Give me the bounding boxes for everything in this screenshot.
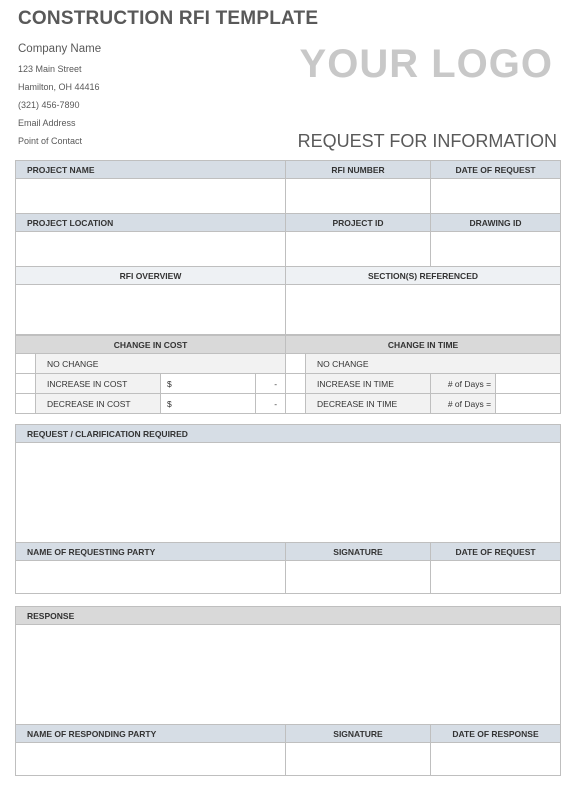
cost-decrease-checkbox[interactable] [16,394,36,414]
time-decrease-days-field[interactable] [496,394,561,414]
request-details-field[interactable] [16,443,561,543]
cost-decrease-currency: $ [161,394,256,414]
form-heading: REQUEST FOR INFORMATION [297,131,557,151]
project-name-label: PROJECT NAME [16,161,286,179]
company-street: 123 Main Street [18,64,82,74]
project-id-field[interactable] [286,232,431,267]
request-date-label: DATE OF REQUEST [431,543,561,561]
time-no-change-checkbox[interactable] [286,354,306,374]
change-table [15,335,561,414]
requesting-party-field[interactable] [16,561,286,594]
responding-party-label: NAME OF RESPONDING PARTY [16,725,286,743]
project-name-field[interactable] [16,179,286,214]
company-email: Email Address [18,118,76,128]
request-header: REQUEST / CLARIFICATION REQUIRED [16,425,561,443]
response-details-field[interactable] [16,625,561,725]
time-increase-days-label: # of Days = [431,374,496,394]
project-location-field[interactable] [16,232,286,267]
company-city: Hamilton, OH 44416 [18,82,100,92]
cost-increase-label: INCREASE IN COST [36,374,161,394]
sections-referenced-label: SECTION(S) REFERENCED [286,267,561,285]
cost-increase-checkbox[interactable] [16,374,36,394]
response-signature-label: SIGNATURE [286,725,431,743]
rfi-overview-field[interactable] [16,285,286,335]
company-name: Company Name [18,43,102,55]
change-in-cost-header: CHANGE IN COST [16,336,286,354]
company-contact: Point of Contact [18,136,83,146]
response-signature-field[interactable] [286,743,431,776]
project-info-table [15,160,561,335]
date-of-request-field[interactable] [431,179,561,214]
project-id-label: PROJECT ID [286,214,431,232]
time-increase-days-field[interactable] [496,374,561,394]
request-date-field[interactable] [431,561,561,594]
responding-party-field[interactable] [16,743,286,776]
request-table [15,424,561,594]
time-decrease-label: DECREASE IN TIME [306,394,431,414]
rfi-number-label: RFI NUMBER [286,161,431,179]
document-title: CONSTRUCTION RFI TEMPLATE [18,8,319,29]
request-signature-field[interactable] [286,561,431,594]
drawing-id-label: DRAWING ID [431,214,561,232]
logo-placeholder: YOUR LOGO [299,42,553,86]
request-signature-label: SIGNATURE [286,543,431,561]
cost-no-change-label: NO CHANGE [36,354,286,374]
change-in-time-header: CHANGE IN TIME [286,336,561,354]
time-increase-label: INCREASE IN TIME [306,374,431,394]
time-increase-checkbox[interactable] [286,374,306,394]
response-table [15,606,561,776]
project-location-label: PROJECT LOCATION [16,214,286,232]
rfi-overview-label: RFI OVERVIEW [16,267,286,285]
company-phone: (321) 456-7890 [18,100,80,110]
response-date-field[interactable] [431,743,561,776]
drawing-id-field[interactable] [431,232,561,267]
cost-increase-amount[interactable]: - [256,374,286,394]
rfi-number-field[interactable] [286,179,431,214]
requesting-party-label: NAME OF REQUESTING PARTY [16,543,286,561]
response-date-label: DATE OF RESPONSE [431,725,561,743]
sections-referenced-field[interactable] [286,285,561,335]
date-of-request-label: DATE OF REQUEST [431,161,561,179]
time-no-change-label: NO CHANGE [306,354,561,374]
time-decrease-days-label: # of Days = [431,394,496,414]
cost-decrease-amount[interactable]: - [256,394,286,414]
cost-increase-currency: $ [161,374,256,394]
cost-no-change-checkbox[interactable] [16,354,36,374]
response-header: RESPONSE [16,607,561,625]
cost-decrease-label: DECREASE IN COST [36,394,161,414]
time-decrease-checkbox[interactable] [286,394,306,414]
